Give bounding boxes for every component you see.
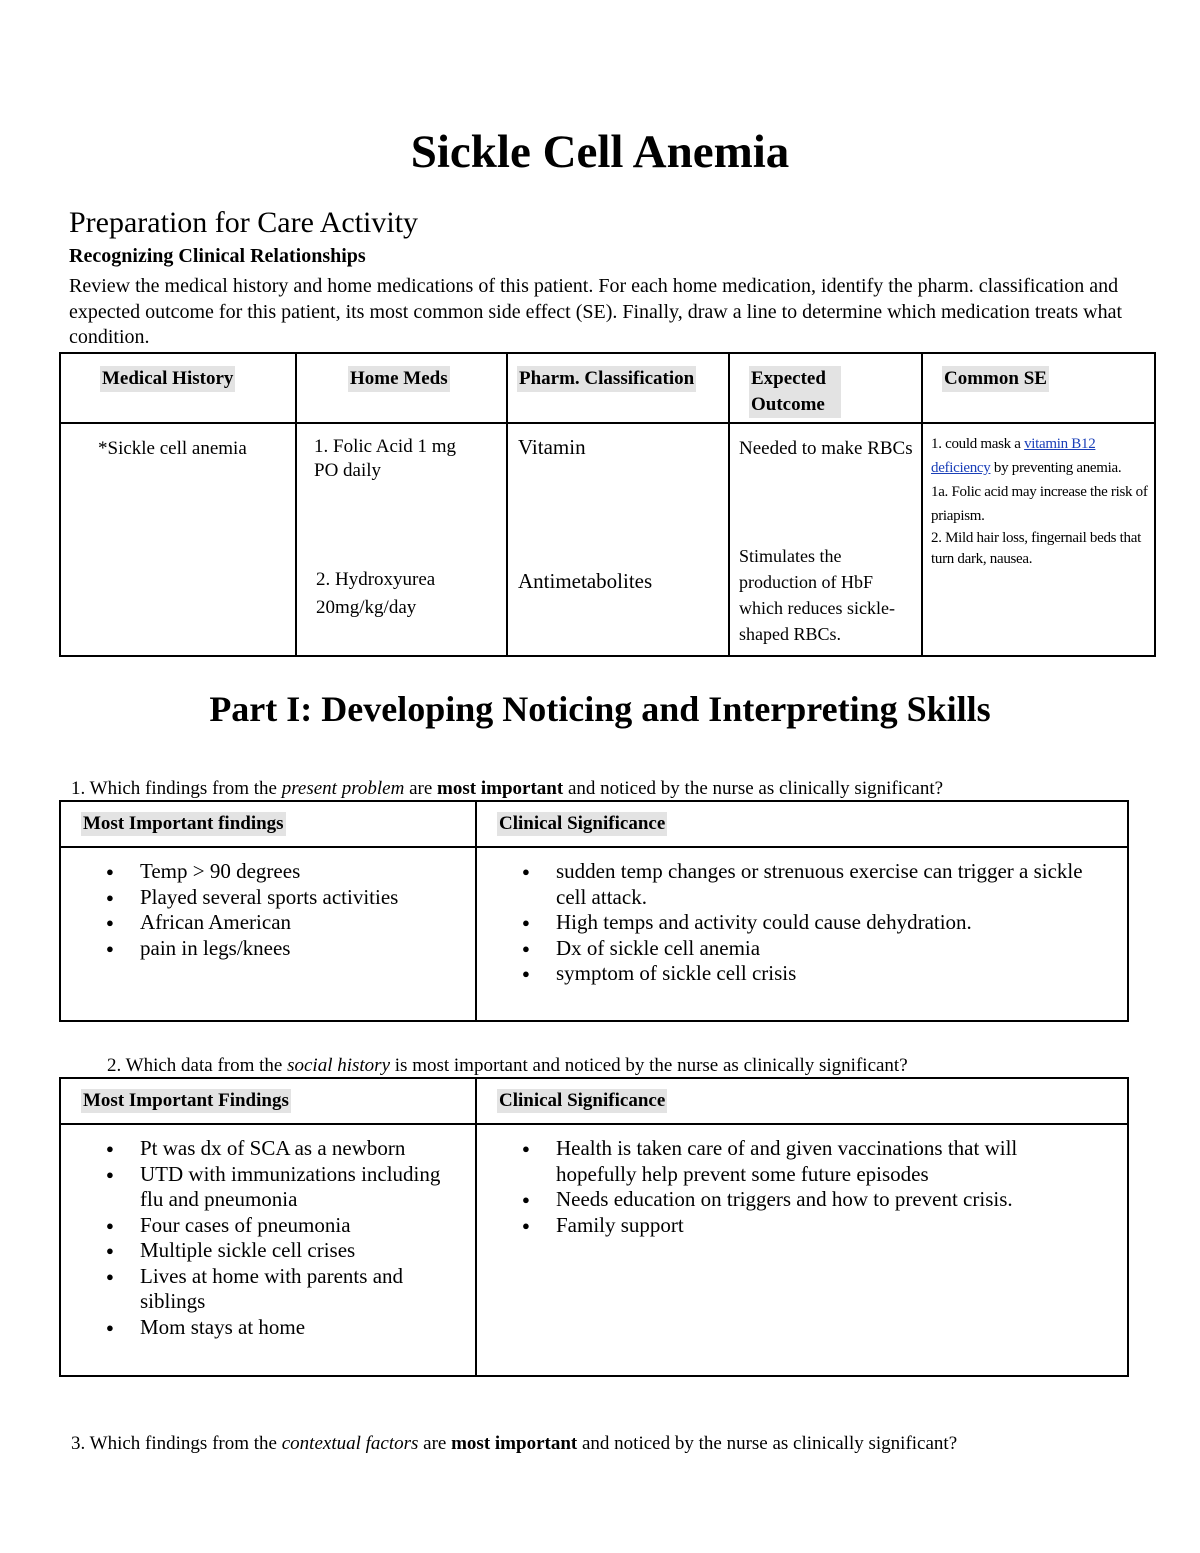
- header-common-se: Common SE: [942, 366, 1049, 392]
- common-se-cell: [931, 432, 1148, 570]
- vitamin-b12-link[interactable]: vitamin B12 deficiency: [931, 436, 1096, 476]
- list-item: ● Family support: [556, 1213, 1087, 1239]
- list-item: ● High temps and activity could cause dehydration.: [556, 910, 1097, 936]
- list-item: ● pain in legs/knees: [140, 936, 475, 962]
- medical-history-cell: *Sickle cell anemia: [98, 438, 247, 459]
- q3-suffix: and noticed by the nurse as clinically significant?: [577, 1433, 958, 1454]
- social-history-table: [59, 1077, 1129, 1377]
- q2-suffix: is most important and noticed by the nurse as clinically significant?: [390, 1055, 908, 1076]
- se-line-2: 1a. Folic acid may increase the risk of priapism.: [931, 484, 1148, 524]
- home-med-1: 1. Folic Acid 1 mg PO daily: [314, 436, 456, 481]
- prep-heading: Preparation for Care Activity: [69, 206, 419, 239]
- page-title: Sickle Cell Anemia: [410, 126, 790, 178]
- header-pharm-classification: Pharm. Classification: [517, 366, 696, 392]
- t1-header-findings: Most Important findings: [83, 813, 284, 834]
- classification-2: Antimetabolites: [518, 569, 653, 593]
- q2-em: social history: [287, 1055, 391, 1076]
- list-item: ● Dx of sickle cell anemia: [556, 936, 1097, 962]
- outcome-1: Needed to make RBCs: [739, 438, 913, 459]
- list-item: ● Health is taken care of and given vaccinations that will hopefully help prevent some future episodes: [556, 1136, 1087, 1187]
- list-item: ● sudden temp changes or strenuous exercise can trigger a sickle cell attack.: [556, 859, 1097, 910]
- t1-findings-list: [61, 859, 475, 961]
- t2-header-findings: Most Important Findings: [83, 1090, 289, 1111]
- q3-strong: most important: [451, 1433, 578, 1454]
- q3-prefix: 3. Which findings from the: [71, 1433, 282, 1454]
- outcome-2: Stimulates the production of HbF which reduces sickle-shaped RBCs.: [739, 546, 895, 644]
- q1-suffix: and noticed by the nurse as clinically significant?: [563, 778, 944, 799]
- list-item: ● African American: [140, 910, 475, 936]
- header-expected-outcome: Expected Outcome: [749, 366, 841, 418]
- q3-em: contextual factors: [281, 1433, 419, 1454]
- list-item: ● Mom stays at home: [140, 1315, 455, 1341]
- list-item: ● Multiple sickle cell crises: [140, 1238, 455, 1264]
- list-item: ● Lives at home with parents and siblings: [140, 1264, 455, 1315]
- question-2: [107, 1055, 908, 1077]
- q1-strong: most important: [437, 778, 564, 799]
- header-home-meds: Home Meds: [348, 366, 450, 392]
- q3-mid: are: [418, 1433, 452, 1454]
- header-medical-history: Medical History: [100, 366, 235, 392]
- medication-table: [59, 352, 1156, 657]
- part1-heading: Part I: Developing Noticing and Interpreting Skills: [209, 689, 991, 729]
- question-3: [71, 1433, 957, 1455]
- q1-em: present problem: [281, 778, 405, 799]
- list-item: ● UTD with immunizations including flu and pneumonia: [140, 1162, 455, 1213]
- t2-findings-list: [61, 1136, 475, 1340]
- t2-header-significance: Clinical Significance: [499, 1090, 666, 1111]
- t2-significance-list: [477, 1136, 1127, 1238]
- subheading: Recognizing Clinical Relationships: [69, 245, 366, 267]
- q1-prefix: 1. Which findings from the: [71, 778, 282, 799]
- list-item: ● Four cases of pneumonia: [140, 1213, 455, 1239]
- q1-mid: are: [404, 778, 438, 799]
- se-line-1: [931, 432, 1148, 480]
- list-item: ● Played several sports activities: [140, 885, 475, 911]
- present-problem-table: [59, 800, 1129, 1022]
- se-line-3: 2. Mild hair loss, fingernail beds that turn dark, nausea.: [931, 530, 1141, 567]
- list-item: ● symptom of sickle cell crisis: [556, 961, 1097, 987]
- t1-header-significance: Clinical Significance: [499, 813, 666, 834]
- se-line-1-prefix: 1. could mask a: [931, 436, 1025, 452]
- classification-1: Vitamin: [518, 435, 586, 459]
- question-1: [71, 778, 943, 800]
- q2-prefix: 2. Which data from the: [107, 1055, 288, 1076]
- home-med-2: 2. Hydroxyurea 20mg/kg/day: [316, 569, 436, 618]
- list-item: ● Pt was dx of SCA as a newborn: [140, 1136, 455, 1162]
- list-item: ● Needs education on triggers and how to prevent crisis.: [556, 1187, 1087, 1213]
- list-item: ● Temp > 90 degrees: [140, 859, 475, 885]
- t1-significance-list: [477, 859, 1127, 987]
- se-line-1-suffix: by preventing anemia.: [990, 460, 1122, 476]
- intro-text: Review the medical history and home medications of this patient. For each home medication, identify the pharm. classification and expected outcome for this patient, its most common side effect (SE). Finally, draw a line to determine which medication treats what condition.: [69, 275, 1123, 348]
